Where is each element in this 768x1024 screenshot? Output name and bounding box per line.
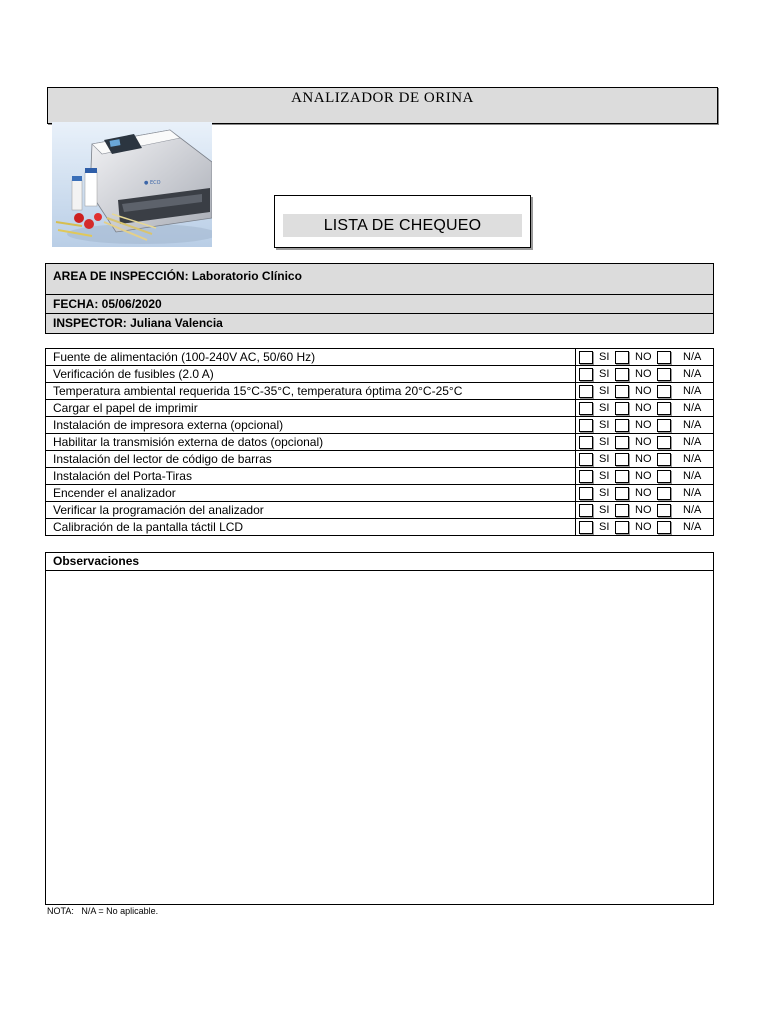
option-si [579,383,615,399]
option-label-na: N/A [683,487,702,499]
checklist-row [46,519,713,535]
option-label-si: SI [599,436,610,448]
checklist-row [46,349,713,366]
checklist-options [576,349,713,365]
checklist-options [576,417,713,433]
checkbox-si[interactable] [579,436,593,449]
checklist-item-label: Encender el analizador [46,485,576,501]
checklist-row [46,383,713,400]
checkbox-na[interactable] [657,436,671,449]
inspector-name: INSPECTOR: Juliana Valencia [46,314,713,333]
option-label-si: SI [599,504,610,516]
option-label-na: N/A [683,436,702,448]
option-no [615,519,657,535]
option-label-na: N/A [683,351,702,363]
option-label-na: N/A [683,470,702,482]
checklist-row [46,451,713,468]
checkbox-no[interactable] [615,351,629,364]
option-label-na: N/A [683,368,702,380]
option-label-no: NO [635,504,652,516]
option-label-no: NO [635,385,652,397]
checklist-options [576,434,713,450]
checklist-item-label: Temperatura ambiental requerida 15°C-35°C, temperatura óptima 20°C-25°C [46,383,576,399]
checkbox-na[interactable] [657,402,671,415]
option-label-si: SI [599,402,610,414]
option-no [615,451,657,467]
option-no [615,434,657,450]
option-na [657,417,705,433]
checkbox-no[interactable] [615,470,629,483]
option-label-no: NO [635,453,652,465]
option-na [657,485,705,501]
option-si [579,417,615,433]
option-na [657,502,705,518]
checklist-row [46,434,713,451]
option-label-no: NO [635,368,652,380]
option-na [657,383,705,399]
option-si [579,519,615,535]
svg-text:● ECO: ● ECO [144,180,161,186]
option-no [615,502,657,518]
option-no [615,485,657,501]
checklist-table [45,348,714,536]
observations-label: Observaciones [46,553,713,571]
option-no [615,468,657,484]
checkbox-si[interactable] [579,419,593,432]
urine-analyzer-image [52,122,212,247]
option-si [579,485,615,501]
checkbox-si[interactable] [579,521,593,534]
option-label-si: SI [599,385,610,397]
option-na [657,519,705,535]
observations-section [45,552,714,905]
checklist-options [576,451,713,467]
checkbox-si[interactable] [579,402,593,415]
checklist-item-label: Calibración de la pantalla táctil LCD [46,519,576,535]
checklist-options [576,502,713,518]
checkbox-na[interactable] [657,453,671,466]
checklist-heading-box [274,195,531,248]
checklist-item-label: Instalación de impresora externa (opcional) [46,417,576,433]
checklist-options [576,366,713,382]
option-label-no: NO [635,470,652,482]
checkbox-no[interactable] [615,368,629,381]
checklist-row [46,485,713,502]
checklist-options [576,468,713,484]
checklist-row [46,502,713,519]
option-label-si: SI [599,470,610,482]
option-si [579,434,615,450]
option-no [615,417,657,433]
option-label-no: NO [635,351,652,363]
checkbox-no[interactable] [615,385,629,398]
checkbox-no[interactable] [615,504,629,517]
checklist-heading: LISTA DE CHEQUEO [283,214,522,237]
footnote: NOTA: N/A = No aplicable. [47,906,159,916]
checkbox-si[interactable] [579,504,593,517]
checkbox-no[interactable] [615,402,629,415]
inspection-date: FECHA: 05/06/2020 [46,295,713,314]
checklist-item-label: Verificar la programación del analizador [46,502,576,518]
checklist-item-label: Cargar el papel de imprimir [46,400,576,416]
checkbox-na[interactable] [657,351,671,364]
checklist-item-label: Habilitar la transmisión externa de datos (opcional) [46,434,576,450]
option-label-si: SI [599,521,610,533]
document-title: ANALIZADOR DE ORINA [47,87,718,124]
checklist-row [46,417,713,434]
checkbox-no[interactable] [615,521,629,534]
checkbox-si[interactable] [579,351,593,364]
option-label-si: SI [599,368,610,380]
option-no [615,400,657,416]
option-no [615,383,657,399]
option-label-na: N/A [683,521,702,533]
checkbox-no[interactable] [615,436,629,449]
inspection-info-table [45,263,714,334]
checklist-options [576,519,713,535]
option-si [579,502,615,518]
checklist-item-label: Instalación del Porta-Tiras [46,468,576,484]
option-label-na: N/A [683,402,702,414]
option-si [579,451,615,467]
checkbox-si[interactable] [579,470,593,483]
option-label-na: N/A [683,419,702,431]
option-si [579,349,615,365]
option-si [579,400,615,416]
checkbox-no[interactable] [615,419,629,432]
option-label-no: NO [635,521,652,533]
checklist-item-label: Instalación del lector de código de barras [46,451,576,467]
option-label-na: N/A [683,504,702,516]
option-label-si: SI [599,351,610,363]
checkbox-si[interactable] [579,453,593,466]
checkbox-no[interactable] [615,453,629,466]
option-na [657,468,705,484]
option-no [615,366,657,382]
checkbox-na[interactable] [657,368,671,381]
option-si [579,468,615,484]
option-label-no: NO [635,487,652,499]
checkbox-na[interactable] [657,470,671,483]
checklist-row [46,400,713,417]
checkbox-na[interactable] [657,521,671,534]
checkbox-no[interactable] [615,487,629,500]
checkbox-si[interactable] [579,368,593,381]
option-na [657,366,705,382]
option-na [657,434,705,450]
inspection-area: AREA DE INSPECCIÓN: Laboratorio Clínico [46,264,713,295]
option-na [657,451,705,467]
option-no [615,349,657,365]
checkbox-na[interactable] [657,504,671,517]
option-label-na: N/A [683,453,702,465]
checklist-options [576,400,713,416]
checklist-item-label: Verificación de fusibles (2.0 A) [46,366,576,382]
checklist-options [576,383,713,399]
checklist-item-label: Fuente de alimentación (100-240V AC, 50/60 Hz) [46,349,576,365]
checkbox-na[interactable] [657,385,671,398]
option-label-no: NO [635,436,652,448]
option-label-na: N/A [683,385,702,397]
checkbox-na[interactable] [657,419,671,432]
option-si [579,366,615,382]
option-label-si: SI [599,453,610,465]
option-na [657,400,705,416]
option-label-no: NO [635,402,652,414]
option-label-si: SI [599,487,610,499]
option-na [657,349,705,365]
option-label-no: NO [635,419,652,431]
checkbox-si[interactable] [579,487,593,500]
checklist-row [46,468,713,485]
checklist-options [576,485,713,501]
checklist-row [46,366,713,383]
option-label-si: SI [599,419,610,431]
checkbox-na[interactable] [657,487,671,500]
observations-field[interactable] [46,571,713,904]
checkbox-si[interactable] [579,385,593,398]
